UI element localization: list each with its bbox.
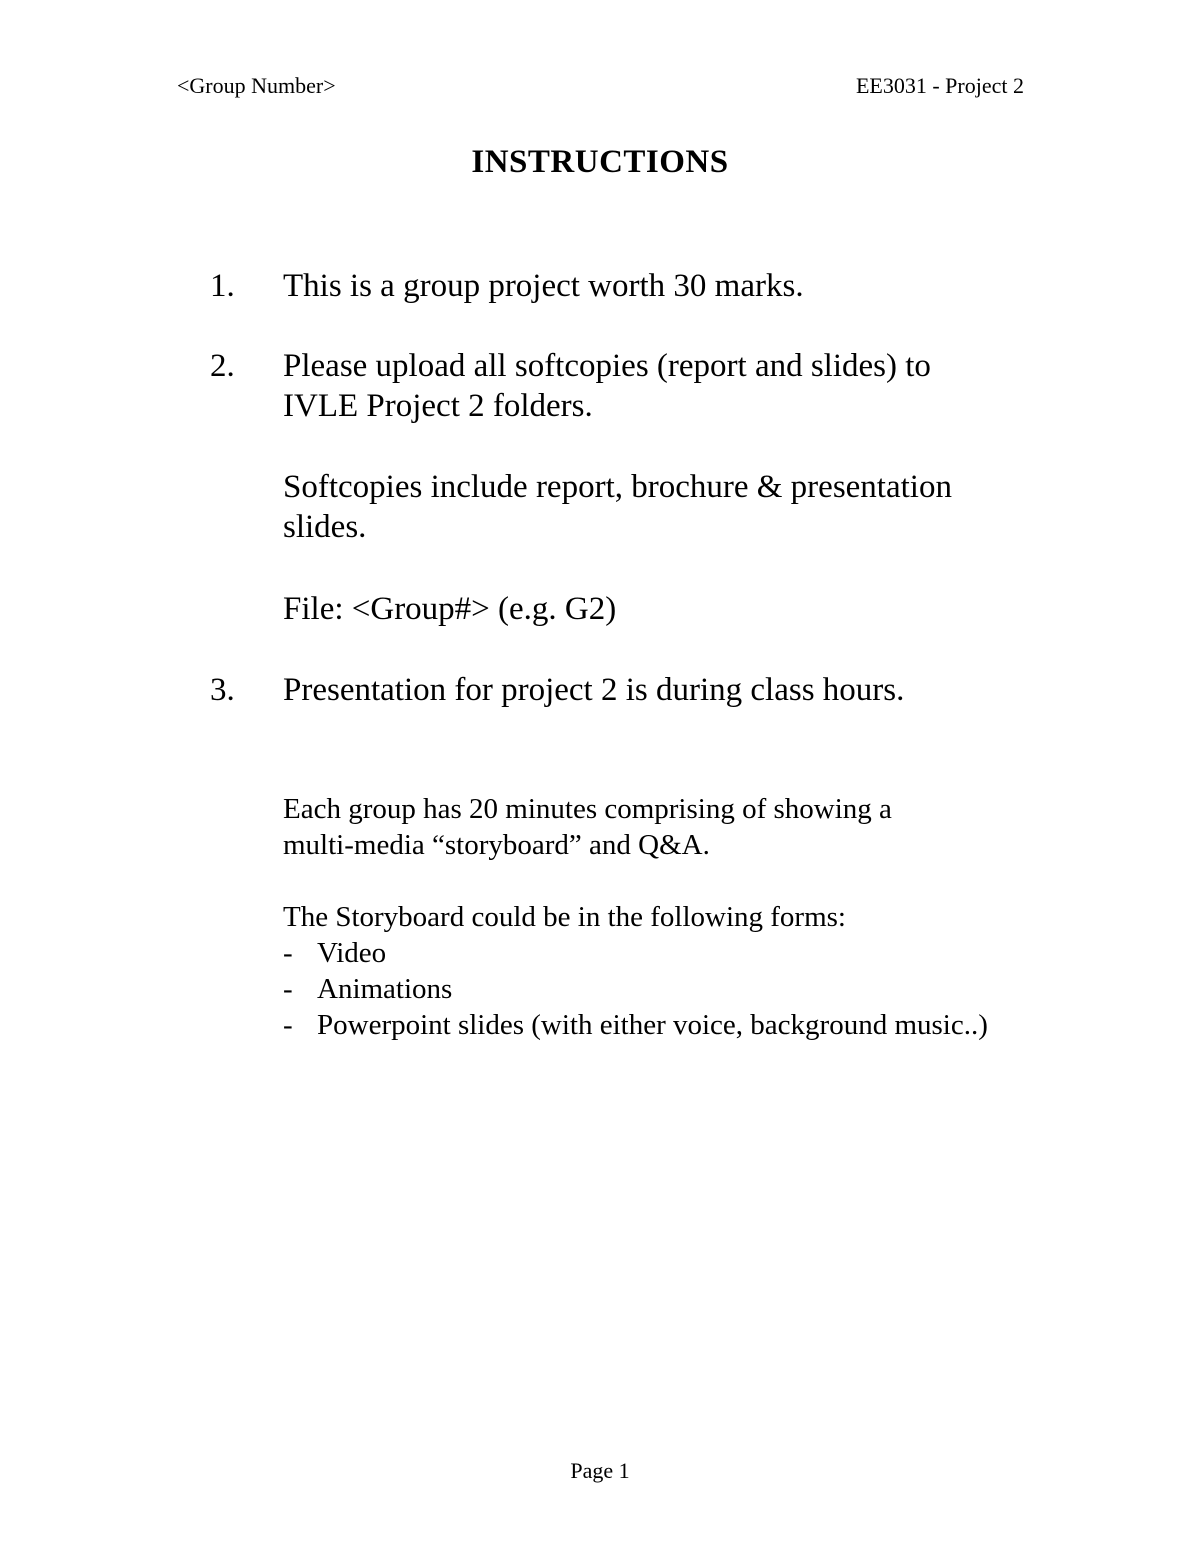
item-line: slides.	[283, 509, 367, 545]
list-item-text: Video	[317, 937, 387, 969]
page-number: Page 1	[570, 1458, 630, 1483]
item-line: Presentation for project 2 is during class hours.	[283, 672, 905, 708]
item-line: Please upload all softcopies (report and slides) to	[283, 348, 931, 384]
presentation-details-paragraph	[283, 791, 1003, 863]
list-item-text: Animations	[317, 973, 453, 1005]
item-text	[283, 589, 1043, 629]
storyboard-forms-intro: The Storyboard could be in the following forms:	[283, 901, 846, 933]
list-item	[283, 935, 1003, 971]
paragraph-line: Each group has 20 minutes comprising of showing a	[283, 793, 892, 825]
bullet-marker: -	[283, 1009, 293, 1041]
item-text	[283, 670, 1043, 710]
bullet-marker: -	[283, 973, 293, 1005]
item-line: IVLE Project 2 folders.	[283, 388, 593, 424]
list-item	[283, 971, 1003, 1007]
item-number: 2.	[210, 348, 235, 384]
storyboard-forms-list	[283, 935, 1003, 1043]
item-text	[283, 266, 1043, 306]
item-number: 3.	[210, 672, 235, 708]
item-line: This is a group project worth 30 marks.	[283, 268, 804, 304]
item-text	[283, 467, 1043, 547]
bullet-marker: -	[283, 937, 293, 969]
item-text	[283, 346, 1043, 426]
item-number: 1.	[210, 268, 235, 304]
header-group-number: <Group Number>	[177, 73, 336, 98]
list-item	[283, 1007, 1003, 1043]
header-course-project: EE3031 - Project 2	[855, 73, 1024, 98]
item-line: File: <Group#> (e.g. G2)	[283, 591, 617, 627]
paragraph-line: multi-media “storyboard” and Q&A.	[283, 829, 710, 861]
item-line: Softcopies include report, brochure & presentation	[283, 469, 952, 505]
page-title: INSTRUCTIONS	[471, 144, 729, 180]
list-item-text: Powerpoint slides (with either voice, background music..)	[317, 1009, 988, 1041]
